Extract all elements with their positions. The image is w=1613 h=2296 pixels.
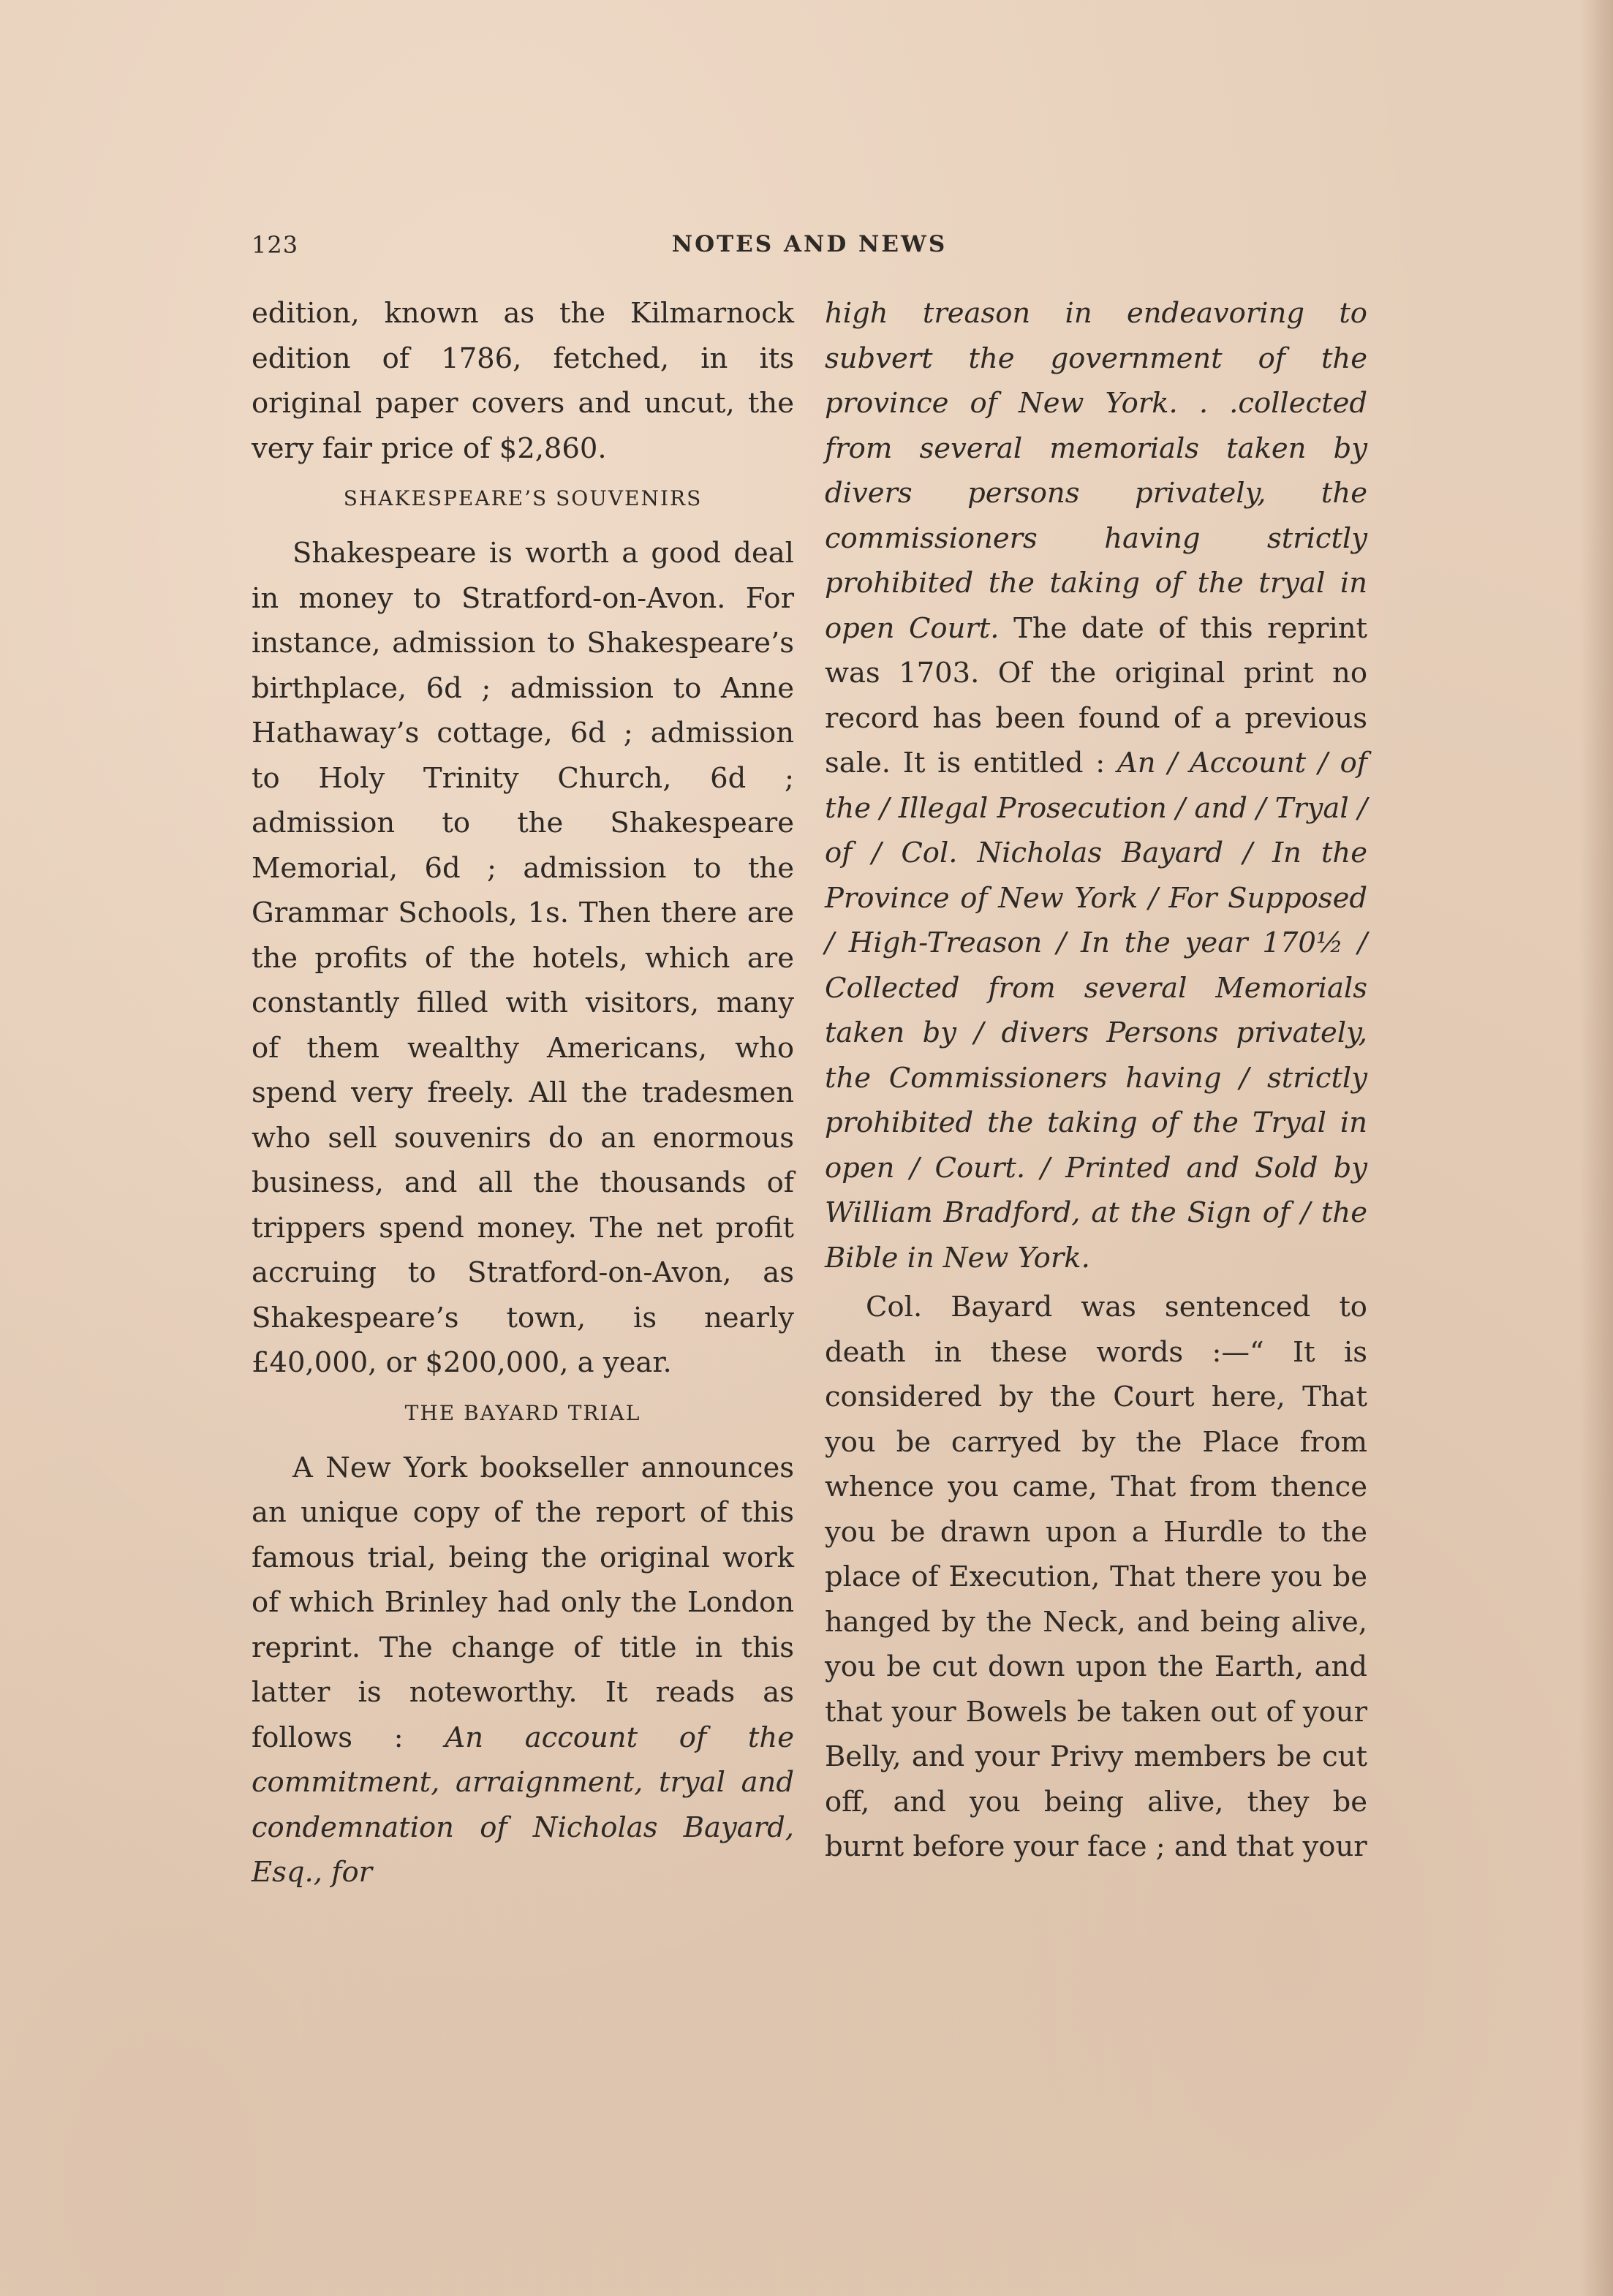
bayard-intro-paragraph: [252, 1446, 794, 1895]
page-header: [252, 231, 1367, 268]
reprint-note-text: The date of this reprint was 1703. Of the original print no record has been found of a previous sale. It is entitled :: [825, 611, 1367, 779]
page-number: 123: [252, 231, 299, 259]
bayard-reprint-title-part-b: high treason in endeavoring to subvert the government of the province of New York. . .collected from several memorials taken by divers persons privately, the commissioners having strictly prohibited the taking of the tryal in open Court.: [825, 297, 1367, 645]
sentence-paragraph: Col. Bayard was sentenced to death in these words :—“ It is considered by the Court here, That you be carryed by the Place from whence you came, That from thence you be drawn upon a Hurdle to the place of Execution, That there you be hanged by the Neck, and being alive, you be cut down upon the Earth, and that your Bowels be taken out of your Belly, and your Privy members be cut off, and you being alive, they be burnt before your face ; and that your: [825, 1291, 1367, 1863]
left-column: [252, 291, 794, 1895]
bayard-intro-text: A New York bookseller announces an unique copy of the report of this famous trial, being the original work of which Brinley had only the London reprint. The change of title in this latter is noteworthy. It reads as follows :: [252, 1451, 794, 1754]
original-title-text: An / Account / of the / Illegal Prosecution / and / Tryal / of / Col. Nicholas Bayard / In the Province of New York / For Supposed / High-Treason / In the year 170½ / Collected from several Memorials taken by / divers Persons privately, the Commissioners having / strictly prohibited the taking of the Tryal in open / Court. / Printed and Sold by William Bradford, at the Sign of / the Bible in New York.: [825, 747, 1367, 1274]
heading-bayard-trial: THE BAYARD TRIAL: [404, 1400, 641, 1425]
running-head: NOTES AND NEWS: [671, 231, 948, 257]
souvenirs-paragraph: Shakespeare is worth a good deal in money to Stratford-on-Avon. For instance, admission to Shakespeare’s birthplace, 6d ; admission to Anne Hathaway’s cottage, 6d ; admission to Holy Trinity Church, 6d ; admission to the Shakespeare Memorial, 6d ; admission to the Grammar Schools, 1s. Then there are the profits of the hotels, which are constantly filled with visitors, many of them wealthy Americans, who spend very freely. All the tradesmen who sell souvenirs do an enormous business, and all the thousands of trippers spend money. The net profit accruing to Stratford-on-Avon, as Shakespeare’s town, is nearly £40,000, or $200,000, a year.: [252, 537, 794, 1379]
bayard-continued-paragraph: [825, 291, 1367, 1280]
burns-edition-paragraph: edition, known as the Kilmarnock edition of 1786, fetched, in its original paper covers and uncut, the very fair price of $2,860.: [252, 297, 794, 465]
bayard-reprint-title-part-a: An account of the commitment, arraignment, tryal and condemnation of Nicholas Bayard, Esq., for: [252, 1721, 794, 1889]
page-edge-shadow: [1579, 0, 1613, 2296]
right-column: [825, 291, 1367, 1870]
heading-shakespeare-souvenirs: SHAKESPEARE’S SOUVENIRS: [343, 486, 703, 510]
